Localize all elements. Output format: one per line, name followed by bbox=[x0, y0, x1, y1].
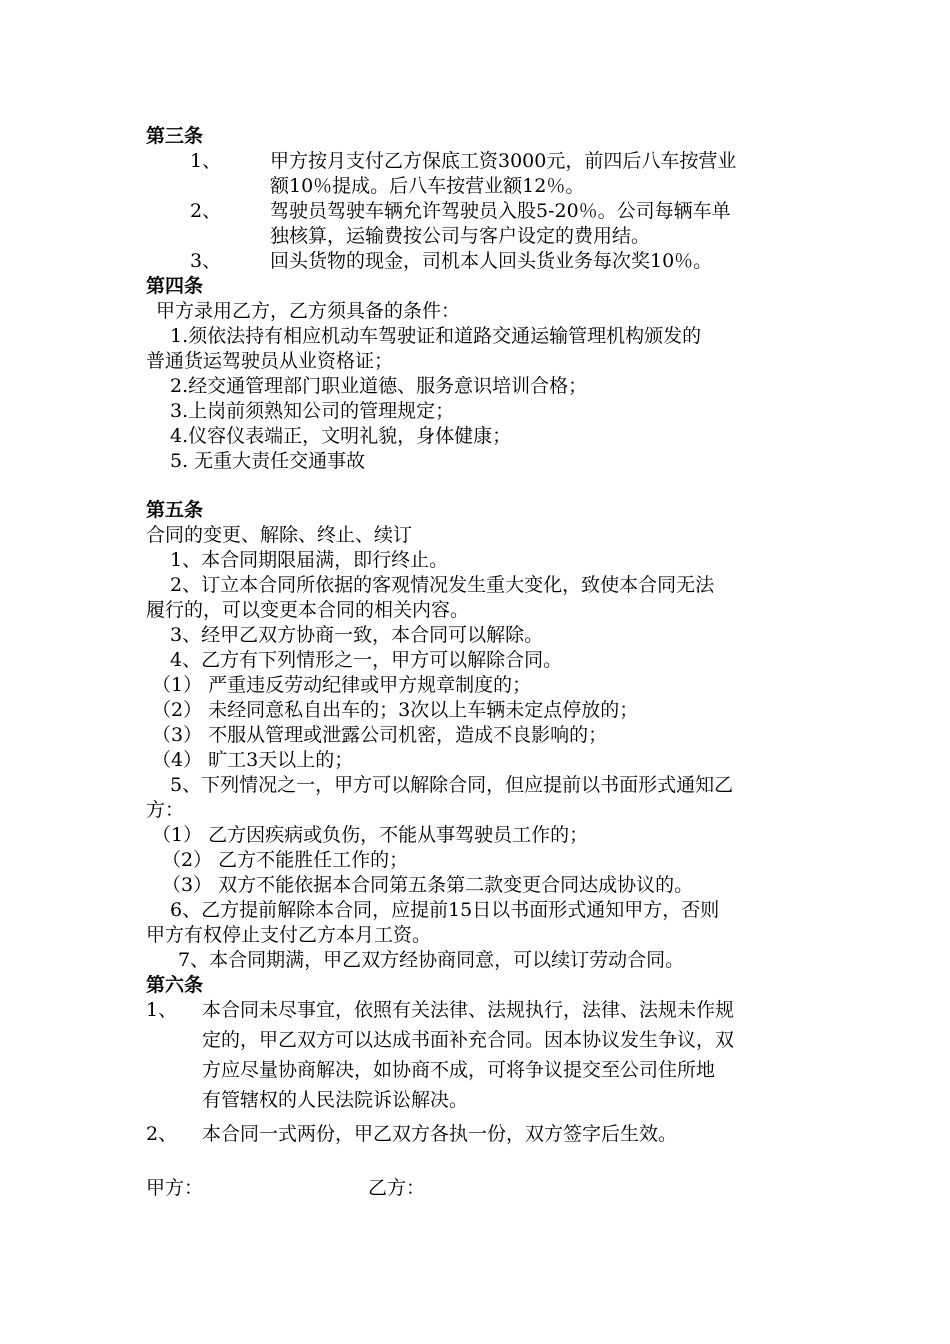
art4-intro: 甲方录用乙方，乙方须具备的条件： bbox=[156, 300, 461, 322]
article-5-heading: 第五条 bbox=[146, 499, 204, 521]
art3-item3-num: 3、 bbox=[190, 250, 222, 272]
art5-p5-sub1: （1） 乙方因疾病或负伤，不能从事驾驶员工作的； bbox=[152, 824, 589, 846]
art4-cond3: 3.上岗前须熟知公司的管理规定； bbox=[170, 400, 455, 422]
art4-cond1-line1: 1.须依法持有相应机动车驾驶证和道路交通运输管理机构颁发的 bbox=[170, 325, 702, 347]
art4-cond5: 5. 无重大责任交通事故 bbox=[170, 450, 366, 472]
art3-item2-line1: 驾驶员驾驶车辆允许驾驶员入股5-20％。公司每辆车单 bbox=[270, 200, 731, 222]
art3-item2-line2: 独核算，运输费按公司与客户设定的费用结。 bbox=[270, 225, 651, 247]
art5-p2-line2: 履行的，可以变更本合同的相关内容。 bbox=[146, 599, 470, 621]
article-4-heading: 第四条 bbox=[146, 275, 204, 297]
art5-p3: 3、经甲乙双方协商一致，本合同可以解除。 bbox=[170, 624, 544, 646]
art5-p5-sub3: （3） 双方不能依据本合同第五条第二款变更合同达成协议的。 bbox=[162, 874, 694, 896]
art6-item1-line2: 定的，甲乙双方可以达成书面补充合同。因本协议发生争议，双 bbox=[202, 1029, 735, 1051]
art3-item2-num: 2、 bbox=[190, 200, 222, 222]
art5-p6-line1: 6、乙方提前解除本合同，应提前15日以书面形式通知甲方，否则 bbox=[170, 899, 720, 921]
art5-p2-line1: 2、订立本合同所依据的客观情况发生重大变化，致使本合同无法 bbox=[170, 574, 715, 596]
art3-item1-line1: 甲方按月支付乙方保底工资3000元，前四后八车按营业 bbox=[270, 150, 737, 172]
art5-p4-sub3: （3） 不服从管理或泄露公司机密，造成不良影响的； bbox=[152, 724, 608, 746]
art3-item3-line1: 回头货物的现金，司机本人回头货业务每次奖10％。 bbox=[270, 250, 713, 272]
art3-item1-line2: 额10％提成。后八车按营业额12％。 bbox=[270, 175, 585, 197]
art6-item1-line1: 本合同未尽事宜，依照有关法律、法规执行，法律、法规未作规 bbox=[202, 999, 735, 1021]
art4-cond1-line2: 普通货运驾驶员从业资格证； bbox=[146, 350, 394, 372]
art5-p4-sub2: （2） 未经同意私自出车的；3次以上车辆未定点停放的； bbox=[152, 699, 639, 721]
art5-p5-line2: 方： bbox=[146, 799, 185, 821]
art6-item1-num: 1、 bbox=[146, 999, 178, 1021]
article-3-heading: 第三条 bbox=[146, 125, 204, 147]
art5-p5-line1: 5、下列情况之一，甲方可以解除合同，但应提前以书面形式通知乙 bbox=[170, 774, 734, 796]
art5-p5-sub2: （2） 乙方不能胜任工作的； bbox=[162, 849, 409, 871]
party-b-signature-label: 乙方： bbox=[368, 1177, 426, 1199]
art5-p4-sub1: （1） 严重违反劳动纪律或甲方规章制度的； bbox=[152, 674, 532, 696]
article-6-heading: 第六条 bbox=[146, 974, 204, 996]
art6-item2-num: 2、 bbox=[146, 1123, 178, 1145]
art5-p4: 4、乙方有下列情形之一，甲方可以解除合同。 bbox=[170, 649, 563, 671]
party-a-signature-label: 甲方： bbox=[146, 1177, 204, 1199]
art5-p7: 7、本合同期满，甲乙双方经协商同意，可以续订劳动合同。 bbox=[178, 949, 685, 971]
art5-p1: 1、本合同期限届满，即行终止。 bbox=[170, 549, 449, 571]
art6-item2-line1: 本合同一式两份，甲乙双方各执一份，双方签字后生效。 bbox=[202, 1123, 678, 1145]
art6-item1-line3: 方应尽量协商解决，如协商不成，可将争议提交至公司住所地 bbox=[202, 1059, 716, 1081]
art4-cond4: 4.仪容仪表端正，文明礼貌，身体健康； bbox=[170, 425, 512, 447]
art6-item1-line4: 有管辖权的人民法院诉讼解决。 bbox=[202, 1089, 469, 1111]
art5-p4-sub4: （4） 旷工3天以上的； bbox=[152, 749, 354, 771]
art5-p6-line2: 甲方有权停止支付乙方本月工资。 bbox=[146, 924, 432, 946]
art3-item1-num: 1、 bbox=[190, 150, 222, 172]
art5-subtitle: 合同的变更、解除、终止、续订 bbox=[146, 524, 413, 546]
art4-cond2: 2.经交通管理部门职业道德、服务意识培训合格； bbox=[170, 375, 588, 397]
